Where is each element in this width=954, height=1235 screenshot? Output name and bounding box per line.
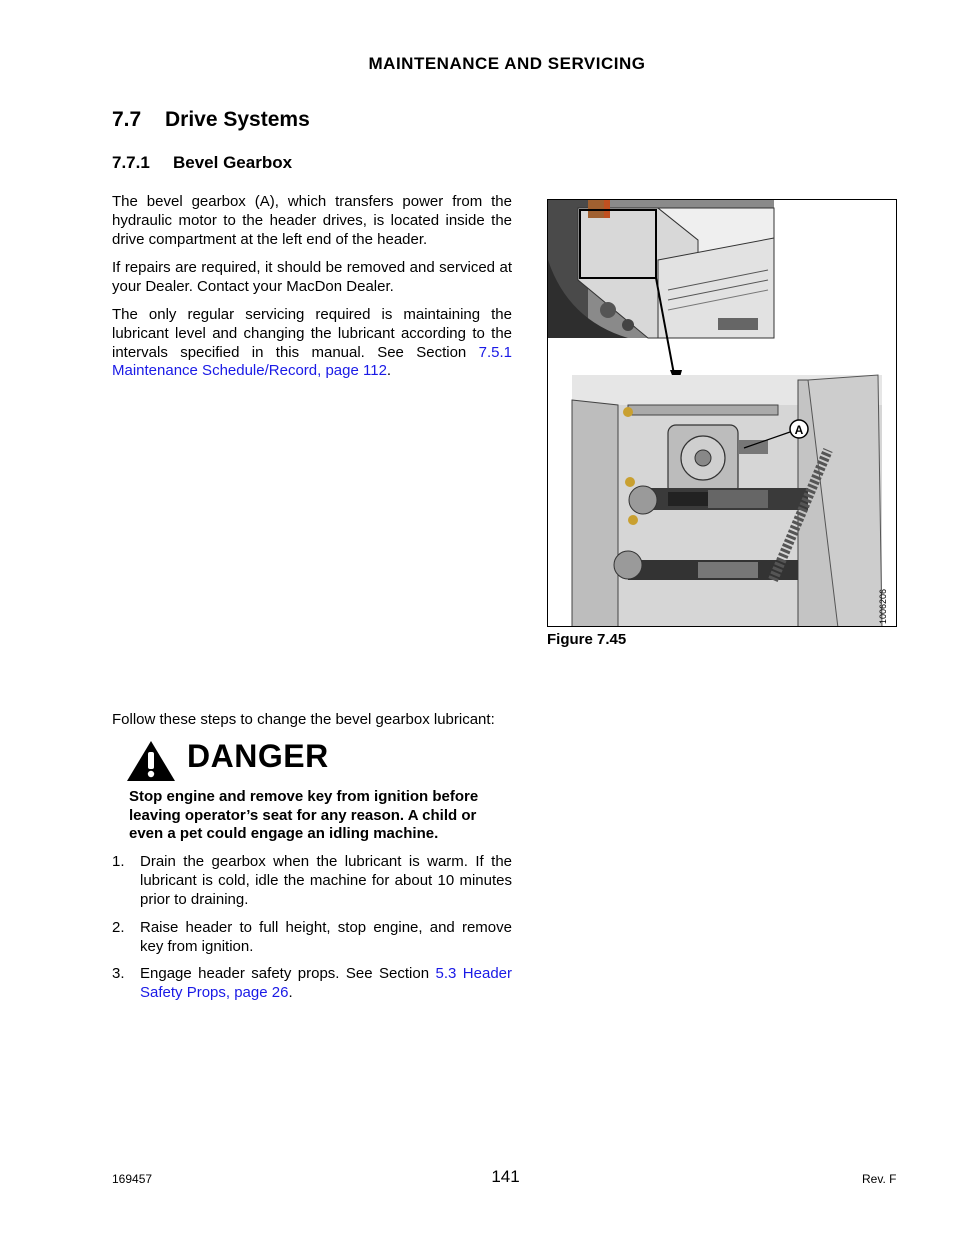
subsection-heading: [112, 153, 292, 173]
paragraph-steps-intro: Follow these steps to change the bevel gearbox lubricant:: [112, 711, 495, 728]
drawing-id: 1006206: [878, 588, 888, 624]
section-number: 7.7: [112, 108, 142, 131]
header-safety-props-link[interactable]: 5.3 Header Safety Props, page 26: [140, 965, 513, 1001]
gearbox-illustration: [548, 200, 897, 627]
step-item: [112, 853, 512, 909]
paragraph-servicing-text: The only regular servicing required is maintaining the lubricant level and changing the lubricant according to the intervals specified in this manual. See Section: [112, 306, 512, 361]
step-text: [140, 965, 512, 1003]
step-number: 1.: [112, 853, 125, 870]
step-item: [112, 965, 512, 1003]
step-text-pre: Engage header safety props. See Section: [140, 965, 436, 982]
step-text-end: .: [288, 983, 293, 1001]
step-number: 2.: [112, 919, 125, 936]
step-text: Drain the gearbox when the lubricant is warm. If the lubricant is cold, idle the machine for about 10 minutes prior to draining.: [140, 853, 512, 908]
page-number: 141: [491, 1167, 520, 1186]
figure-bevel-gearbox: [547, 199, 897, 627]
running-header: MAINTENANCE AND SERVICING: [368, 54, 646, 73]
overview-inset: [548, 200, 774, 338]
revision-label: Rev. F: [862, 1172, 897, 1186]
paragraph-servicing-end: .: [386, 362, 392, 380]
paragraph-repairs: If repairs are required, it should be removed and serviced at your Dealer. Contact your MacDon Dealer.: [112, 259, 512, 295]
section-heading: [112, 108, 310, 132]
step-item: [112, 919, 512, 957]
paragraph-servicing: [112, 306, 512, 381]
callout-label-a: A: [794, 423, 804, 437]
subsection-title: Bevel Gearbox: [173, 153, 293, 172]
paragraph-intro: The bevel gearbox (A), which transfers power from the hydraulic motor to the header drives, is located inside the drive compartment at the left end of the header.: [112, 193, 512, 248]
warning-triangle-icon: [126, 740, 176, 787]
step-number: 3.: [112, 965, 125, 982]
maintenance-schedule-link[interactable]: 7.5.1 Maintenance Schedule/Record, page 112: [112, 343, 512, 380]
section-title: Drive Systems: [165, 108, 310, 131]
danger-message: Stop engine and remove key from ignition before leaving operator’s seat for any reason. A child or even a pet could engage an idling machine.: [129, 788, 479, 843]
subsection-number: 7.7.1: [112, 153, 150, 172]
danger-title: DANGER: [187, 738, 329, 774]
document-number: 169457: [112, 1172, 153, 1186]
step-text: Raise header to full height, stop engine, and remove key from ignition.: [140, 919, 512, 955]
figure-caption: Figure 7.45: [547, 631, 627, 648]
detail-view: [572, 375, 888, 627]
